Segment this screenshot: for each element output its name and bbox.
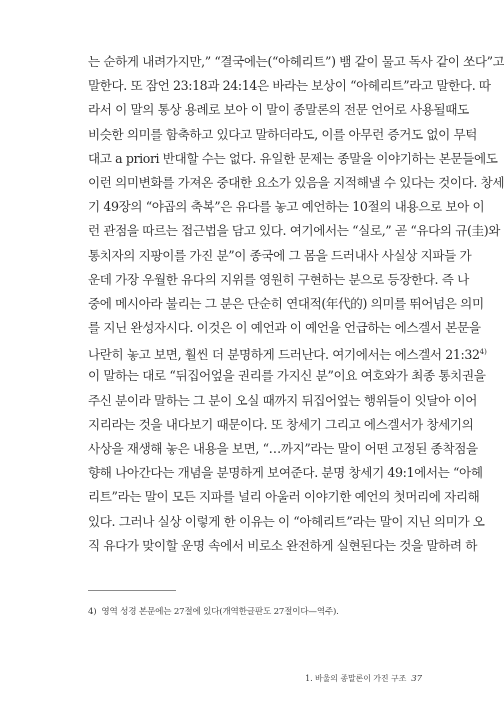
body-line: 주신 분이라 말하는 그 분이 오실 때까지 뒤집어엎는 행위들이 잇달아 이어 — [88, 392, 477, 408]
body-line: 말한다. 또 잠언 23:18과 24:14은 바라는 보상이 “아헤리트”라고 말한다. 따 — [88, 78, 491, 94]
chapter-title: 1. 바울의 종말론이 가진 구조 — [305, 674, 407, 683]
body-line: 리트”라는 말이 모든 지파를 널리 아울러 이야기한 예언의 첫머리에 자리해 — [88, 489, 480, 505]
body-line: 이 말하는 대로 “뒤집어엎을 권리를 가지신 분”이요 여호와가 최종 통치권을 — [88, 368, 486, 384]
footnote-number: 4) — [88, 607, 97, 617]
body-line: 사상을 재생해 놓은 내용을 보면, “…까지”라는 말이 어떤 고정된 종착점을 — [88, 441, 478, 456]
footnote — [88, 605, 422, 619]
body-line: 향해 나아간다는 개념을 분명하게 보여준다. 분명 창세기 49:1에서는 “아헤 — [88, 465, 483, 481]
body-line: 있다. 그러나 실상 이렇게 한 이유는 이 “아헤리트”라는 말이 지닌 의미가 오 — [88, 513, 485, 529]
page-number: 37 — [411, 674, 422, 684]
body-line-with-footnote-ref — [88, 340, 487, 364]
body-line: 직 유다가 맞이할 운명 속에서 비로소 완전하게 실현된다는 것을 말하려 하 — [88, 537, 477, 553]
body-line: 기 49장의 “야곱의 축복”은 유다를 놓고 예언하는 10절의 내용으로 보아 이 — [88, 199, 485, 215]
body-line: 비슷한 의미를 함축하고 있다고 말하더라도, 이를 아무런 증거도 없이 무턱 — [88, 126, 477, 142]
body-line: 운데 가장 우월한 유다의 지위를 영원히 구현하는 분으로 등장한다. 즉 나 — [88, 271, 469, 287]
running-footer — [305, 673, 422, 684]
body-line: 라서 이 말의 통상 용례로 보아 이 말이 종말론의 전문 언어로 사용될때도 — [88, 102, 469, 118]
body-line: 지리라는 것을 내다보기 때문이다. 또 창세기 그리고 에스겔서가 창세기의 — [88, 416, 474, 432]
body-line: 대고 a priori 반대할 수는 없다. 유일한 문제는 종말을 이야기하는 본문들에도 — [88, 150, 498, 166]
body-line: 통치자의 지팡이를 가진 분”이 종국에 그 몸을 드러내사 사실상 지파들 가 — [88, 247, 472, 263]
footnote-text: 영역 성경 본문에는 27절에 있다(개역한글판도 27절이다—역주). — [101, 607, 339, 617]
body-line: 중에 메시아라 불리는 그 분은 단순히 연대적(年代的) 의미를 뛰어넘은 의미 — [88, 295, 484, 311]
footnote-reference[interactable]: 4) — [479, 348, 487, 357]
body-line: 이런 의미변화를 가져온 중대한 요소가 있음을 지적해낼 수 있다는 것이다. 창세 — [88, 174, 504, 190]
body-line: 를 지닌 완성자시다. 이것은 이 예언과 이 예언을 언급하는 에스겔서 본문을 — [88, 320, 481, 336]
body-text — [88, 50, 504, 558]
body-line: 런 관점을 따르는 접근법을 담고 있다. 여기에서는 “실로,” 곧 “유다의 규(圭)와 — [88, 223, 501, 239]
body-line: 는 순하게 내려가지만,” “결국에는(“아헤리트”) 뱀 같이 물고 독사 같이 쏘다”고 — [88, 54, 504, 69]
body-line-text: 나란히 놓고 보면, 훨씬 더 분명하게 드러난다. 여기에서는 에스겔서 21:32 — [88, 347, 480, 363]
footnote-divider — [88, 590, 176, 591]
